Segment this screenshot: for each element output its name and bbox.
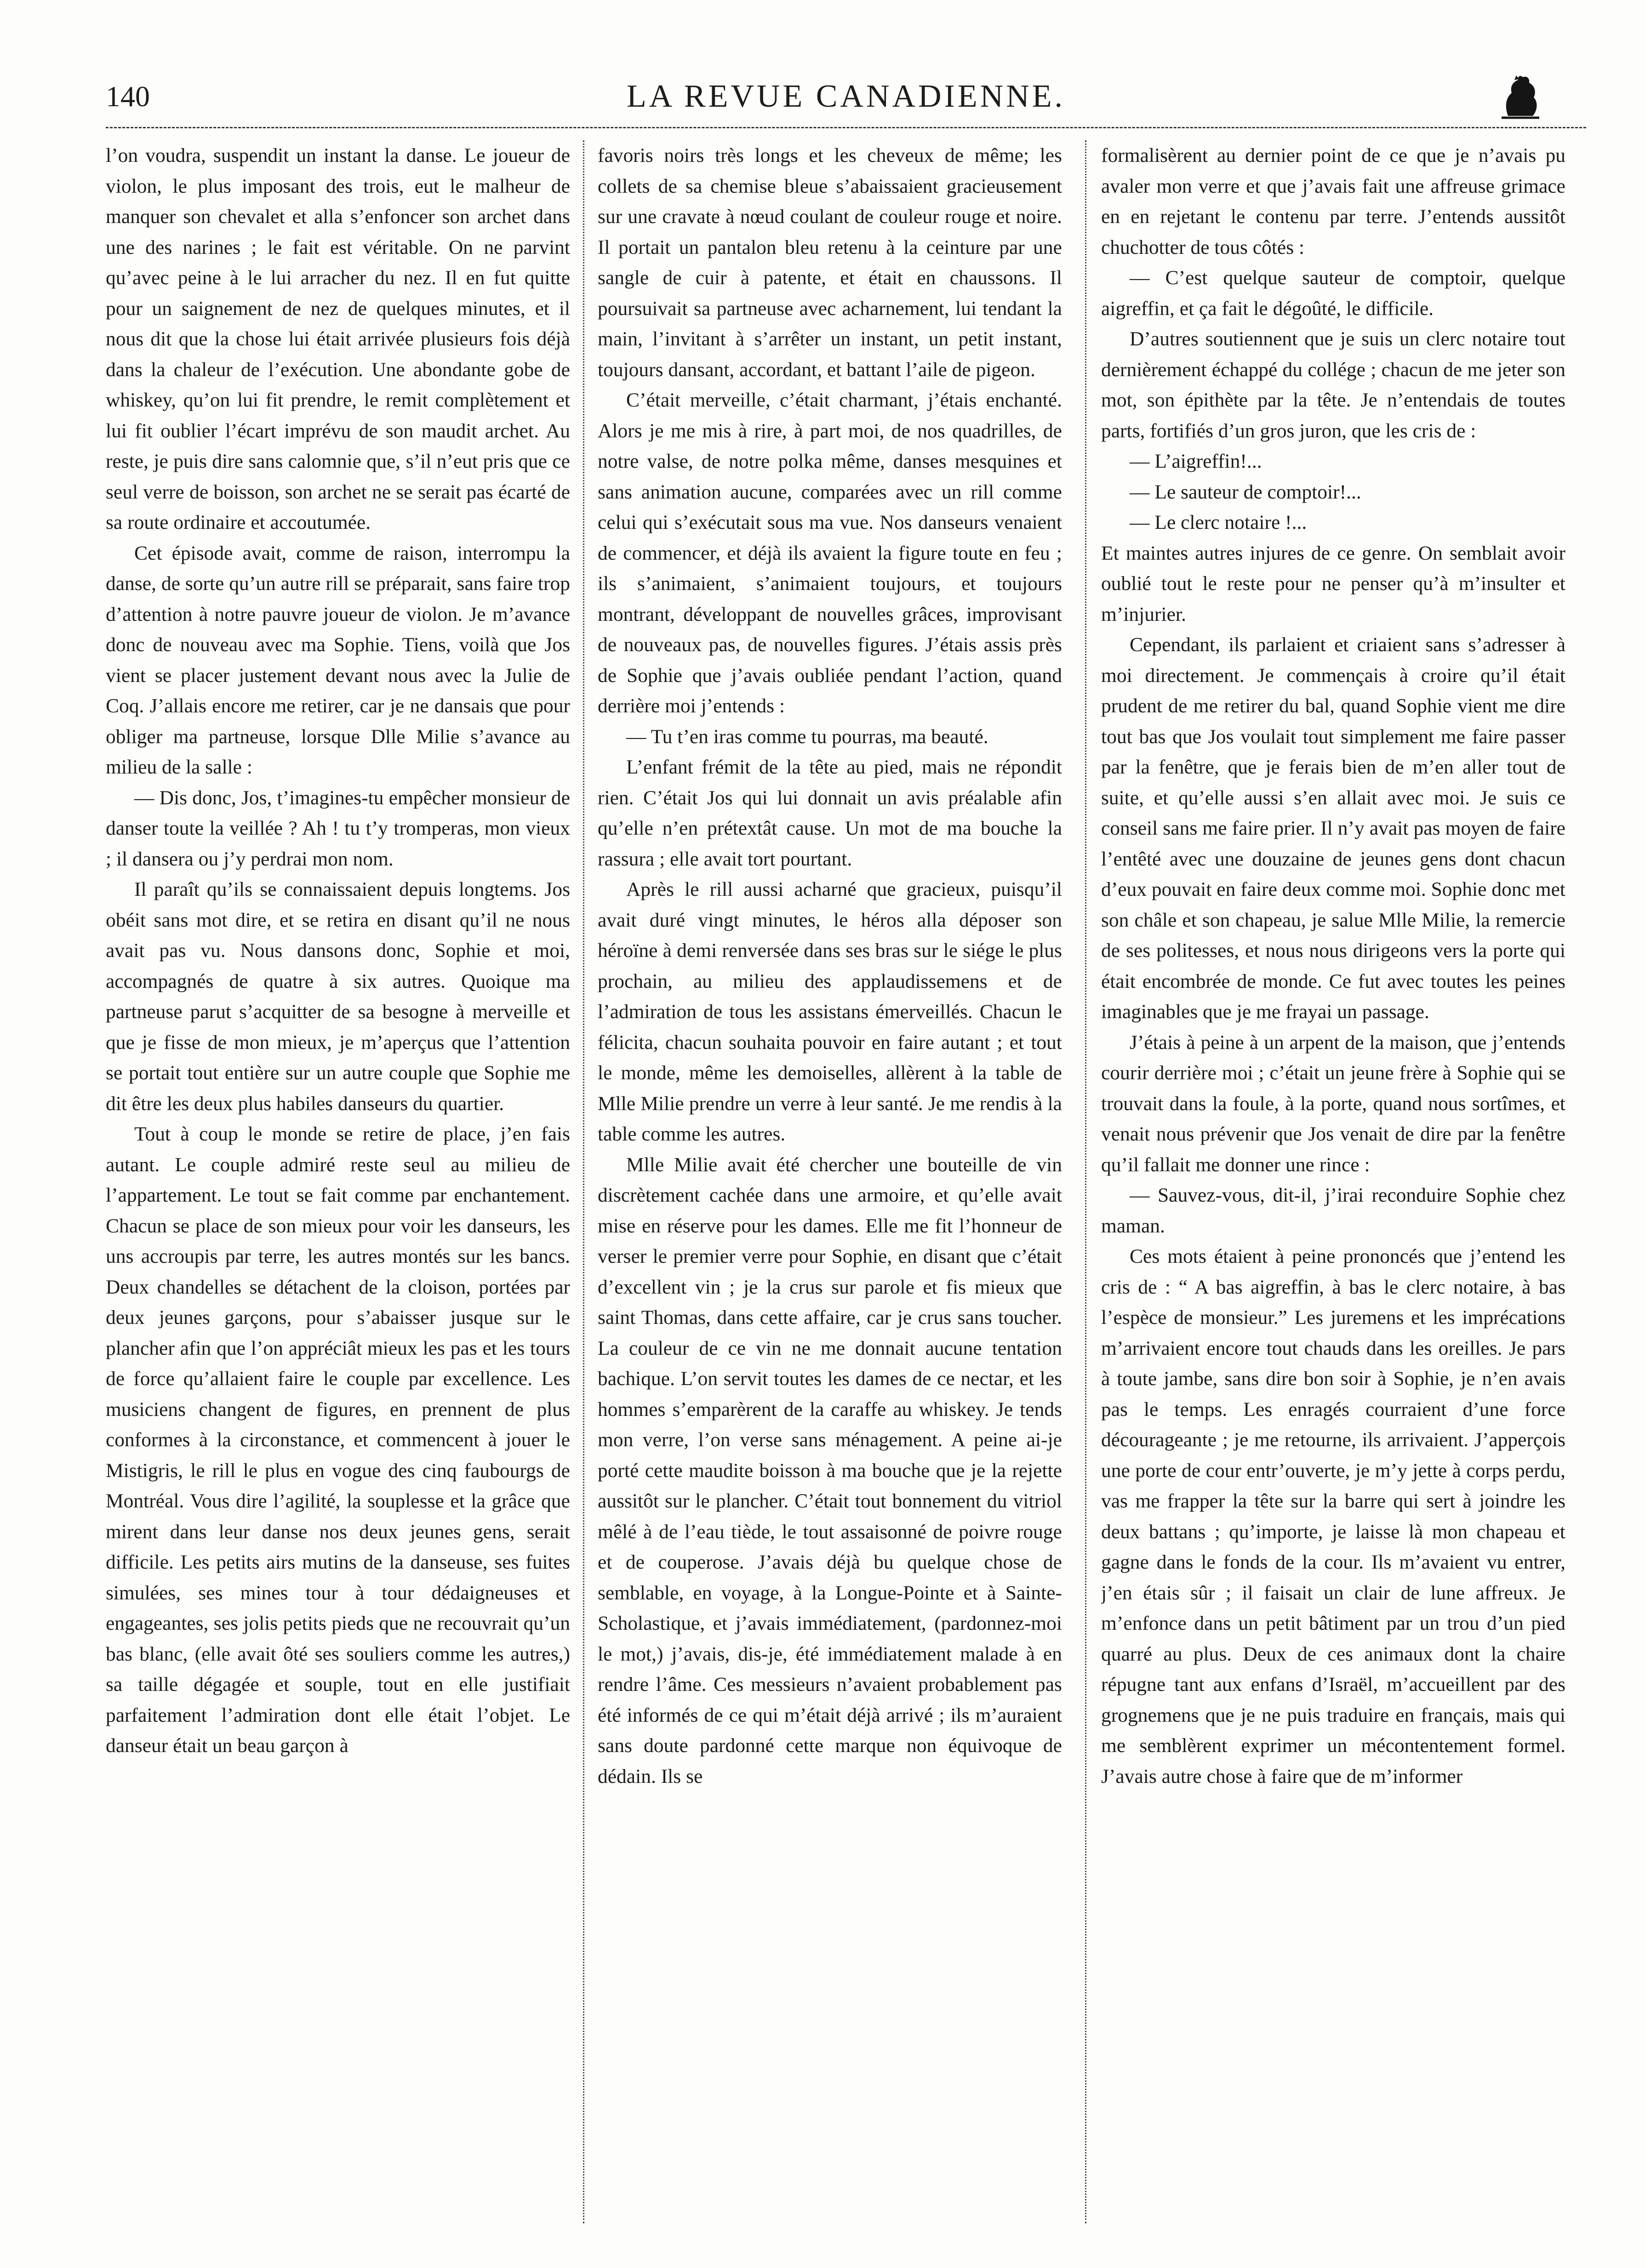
paragraph: C’était merveille, c’était charmant, j’étais enchanté. Alors je me mis à rire, à part moi, de nos quadrilles, de notre valse, de notre polka même, danses mesquines et sans animation aucune, comparées avec un rill comme celui qui s’exécutait sous ma vue. Nos danseurs venaient de commencer, et déjà ils avaient la figure toute en feu ; ils s’animaient, s’animaient toujours, et toujours montrant, développant de nouvelles grâces, improvisant de nouveaux pas, de nouvelles figures. J’étais assis près de Sophie que j’avais oubliée pendant l’action, quand derrière moi j’entends : [598,389,1062,717]
paragraph: — Le sauteur de comptoir!... [1130,481,1361,503]
text-column-2 [598,140,1062,2223]
page-number: 140 [106,80,150,113]
page-header [106,78,1586,129]
text-column-3 [1101,140,1565,2223]
paragraph: formalisèrent au dernier point de ce que je n’avais pu avaler mon verre et que j’avais fait une affreuse grimace en en rejetant le contenu par terre. J’entends aussitôt chuchotter de tous côtés : [1101,144,1565,258]
paragraph: Et maintes autres injures de ce genre. On semblait avoir oublié tout le reste pour ne penser qu’à m’insulter et m’injurier. [1101,542,1565,625]
paragraph: — Sauvez-vous, dit-il, j’irai reconduire Sophie chez maman. [1101,1184,1565,1237]
paragraph: Cependant, ils parlaient et criaient sans s’adresser à moi directement. Je commençais à croire qu’il était prudent de me retirer du bal, quand Sophie vient me dire tout bas que Jos voulait tout simplement me faire passer par la fenêtre, que je ferais bien de m’en aller tout de suite, et qu’elle aussi s’en allait avec moi. Je suis ce conseil sans me faire prier. Il n’y avait pas moyen de faire l’entêté avec une douzaine de jeunes gens dont chacun d’eux pouvait en faire deux comme moi. Sophie donc met son châle et son chapeau, je salue Mlle Milie, la remercie de ses politesses, et nous nous dirigeons vers la porte qui était encombrée de monde. Ce fut avec toutes les peines imaginables que je me frayai un passage. [1101,634,1565,1023]
column-divider [1085,140,1086,2223]
paragraph: Tout à coup le monde se retire de place, j’en fais autant. Le couple admiré reste seul au milieu de l’appartement. Le tout se fait comme par enchantement. Chacun se place de son mieux pour voir les danseurs, les uns accroupis par terre, les autres montés sur les bancs. Deux chandelles se détachent de la cloison, portées par deux jeunes garçons, pour s’abaisser jusque sur le plancher afin que l’on appréciât mieux les pas et les tours de force qu’allaient faire le couple par excellence. Les musiciens changent de figures, en prennent de plus conformes à la circonstance, et commencent à jouer le Mistigris, le rill le plus en vogue des cinq faubourgs de Montréal. Vous dire l’agilité, la souplesse et la grâce que mirent dans leur danse nos deux jeunes gens, serait difficile. Les petits airs mutins de la danseuse, ses fuites simulées, ses mines tour à tour dédaigneuses et engageantes, ses jolis petits pieds que ne recouvrait qu’un bas blanc, (elle avait ôté ses souliers comme les autres,) sa taille dégagée et souple, tout en elle justifiait parfaitement l’admiration dont elle était l’objet. Le danseur était un beau garçon à [106,1123,570,1757]
text-column-1 [106,140,570,2223]
paragraph: Ces mots étaient à peine prononcés que j’entend les cris de : “ A bas aigreffin, à bas le clerc notaire, à bas l’espèce de monsieur.” Les juremens et les imprécations m’arrivaient encore tout chauds dans les oreilles. Je pars à toute jambe, sans dire bon soir à Sophie, je n’en avais pas le temps. Les enragés courraient d’une force décourageante ; je me retourne, ils arrivaient. J’apperçois une porte de cour entr’ouverte, je m’y jette à corps perdu, vas me frapper la tête sur la barre qui sert à joindre les deux battans ; qu’importe, je laisse là mon chapeau et gagne dans le fonds de la cour. Ils m’avaient vu entrer, j’en étais sûr ; il faisait un clair de lune affreux. Je m’enfonce dans un petit bâtiment par un trou d’un pied quarré au plus. Deux de ces animaux dont la chaire répugne tant aux enfans d’Israël, m’accueillent par des grognemens que je ne puis traduire en français, mais qui me semblèrent exprimer un mécontentement formel. J’avais autre chose à faire que de m’informer [1101,1245,1565,1787]
paragraph: — Le clerc notaire !... [1130,511,1307,533]
paragraph: Après le rill aussi acharné que gracieux, puisqu’il avait duré vingt minutes, le héros alla déposer son héroïne à demi renversée dans ses bras sur le siége le plus prochain, au milieu des applaudissemens et de l’admiration de tous les assistans émerveillés. Chacun le félicita, chacun souhaita pouvoir en faire autant ; et tout le monde, même les demoiselles, allèrent à la table de Mlle Milie prendre un verre à leur santé. Je me rendis à la table comme les autres. [598,878,1062,1145]
paragraph: — Tu t’en iras comme tu pourras, ma beauté. [626,725,988,748]
paragraph: D’autres soutiennent que je suis un clerc notaire tout dernièrement échappé du collége ; chacun de me jeter son mot, son épithète par la tête. Je n’entendais de toutes parts, fortifiés d’un gros juron, que les cris de : [1101,328,1565,442]
paragraph: favoris noirs très longs et les cheveux de même; les collets de sa chemise bleue s’abaissaient gracieusement sur une cravate à nœud coulant de couleur rouge et noire. Il portait un pantalon bleu retenu à la ceinture par une sangle de cuir à patente, et était en chaussons. Il poursuivait sa partneuse avec acharnement, lui tendant la main, l’invitant à s’arrêter un instant, un petit instant, toujours dansant, accordant, et battant l’aile de pigeon. [598,144,1062,381]
paragraph: J’étais à peine à un arpent de la maison, que j’entends courir derrière moi ; c’était un jeune frère à Sophie qui se trouvait dans la foule, à la porte, quand nous sortîmes, et venait nous prévenir que Jos venait de dire par la fenêtre qu’il fallait me donner une rince : [1101,1031,1565,1176]
paragraph: L’enfant frémit de la tête au pied, mais ne répondit rien. C’était Jos qui lui donnait un avis préalable afin qu’elle n’en prétextât cause. Un mot de ma bouche la rassura ; elle avait tort pourtant. [598,756,1062,870]
paragraph: l’on voudra, suspendit un instant la danse. Le joueur de violon, le plus imposant des trois, eut le malheur de manquer son chevalet et alla s’enfoncer son archet dans une des narines ; le fait est véritable. On ne parvint qu’avec peine à le lui arracher du nez. Il en fut quitte pour un saignement de nez de quelques minutes, et il nous dit que la chose lui était arrivée plusieurs fois déjà dans la chaleur de l’exécution. Une abondante gobe de whiskey, qu’on lui fit prendre, le remit complètement et lui fit oublier l’écart imprévu de son maudit archet. Au reste, je puis dire sans calomnie que, s’il n’eut pris que ce seul verre de boisson, son archet ne se serait pas écarté de sa route ordinaire et accoutumée. [106,144,570,533]
paragraph: — L’aigreffin!... [1130,450,1262,472]
journal-title: LA REVUE CANADIENNE. [626,79,1066,114]
paragraph: — C’est quelque sauteur de comptoir, quelque aigreffin, et ça fait le dégoûté, le difficile. [1101,267,1565,320]
paragraph: Il paraît qu’ils se connaissaient depuis longtems. Jos obéit sans mot dire, et se retira en disant qu’il ne nous avait pas vu. Nous dansons donc, Sophie et moi, accompagnés de quatre à six autres. Quoique ma partneuse parut s’acquitter de sa besogne à merveille et que je fisse de mon mieux, je m’aperçus que l’attention se portait tout entière sur un autre couple que Sophie me dit être les deux plus habiles danseurs du quartier. [106,878,570,1115]
paragraph: Mlle Milie avait été chercher une bouteille de vin discrètement cachée dans une armoire, et qu’elle avait mise en réserve pour les dames. Elle me fit l’honneur de verser le premier verre pour Sophie, en disant que c’était d’excellent vin ; je la crus sur parole et fis mieux que saint Thomas, dans cette affaire, car je crus sans toucher. La couleur de ce vin ne me donnait aucune tentation bachique. L’on servit toutes les dames de ce nectar, et les hommes s’emparèrent de la caraffe au whiskey. Je tends mon verre, l’on verse sans ménagement. A peine ai-je porté cette maudite boisson à ma bouche que je la rejette aussitôt sur le plancher. C’était tout bonnement du vitriol mêlé à de l’eau tiède, le tout assaisonné de poivre rouge et de couperose. J’avais déjà bu quelque chose de semblable, en voyage, à la Longue-Pointe et à Sainte-Scholastique, et j’avais immédiatement, (pardonnez-moi le mot,) j’avais, dis-je, été immédiatement malade à en rendre l’âme. Ces messieurs n’avaient probablement pas été informés de ce qui m’était déjà arrivé ; ils m’auraient sans doute pardonné cette marque non équivoque de dédain. Ils se [598,1153,1062,1787]
column-divider [583,140,584,2223]
decorative-ornament-icon [1494,74,1545,120]
paragraph: Cet épisode avait, comme de raison, interrompu la danse, de sorte qu’un autre rill se préparait, sans faire trop d’attention à notre pauvre joueur de violon. Je m’avance donc de nouveau avec ma Sophie. Tiens, voilà que Jos vient se placer justement devant nous avec la Julie de Coq. J’allais encore me retirer, car je ne dansais que pour obliger ma partneuse, lorsque Dlle Milie s’avance au milieu de la salle : [106,542,570,778]
paragraph: — Dis donc, Jos, t’imagines-tu empêcher monsieur de danser toute la veillée ? Ah ! tu t’y tromperas, mon vieux ; il dansera ou j’y perdrai mon nom. [106,786,570,870]
header-rule [106,127,1586,128]
